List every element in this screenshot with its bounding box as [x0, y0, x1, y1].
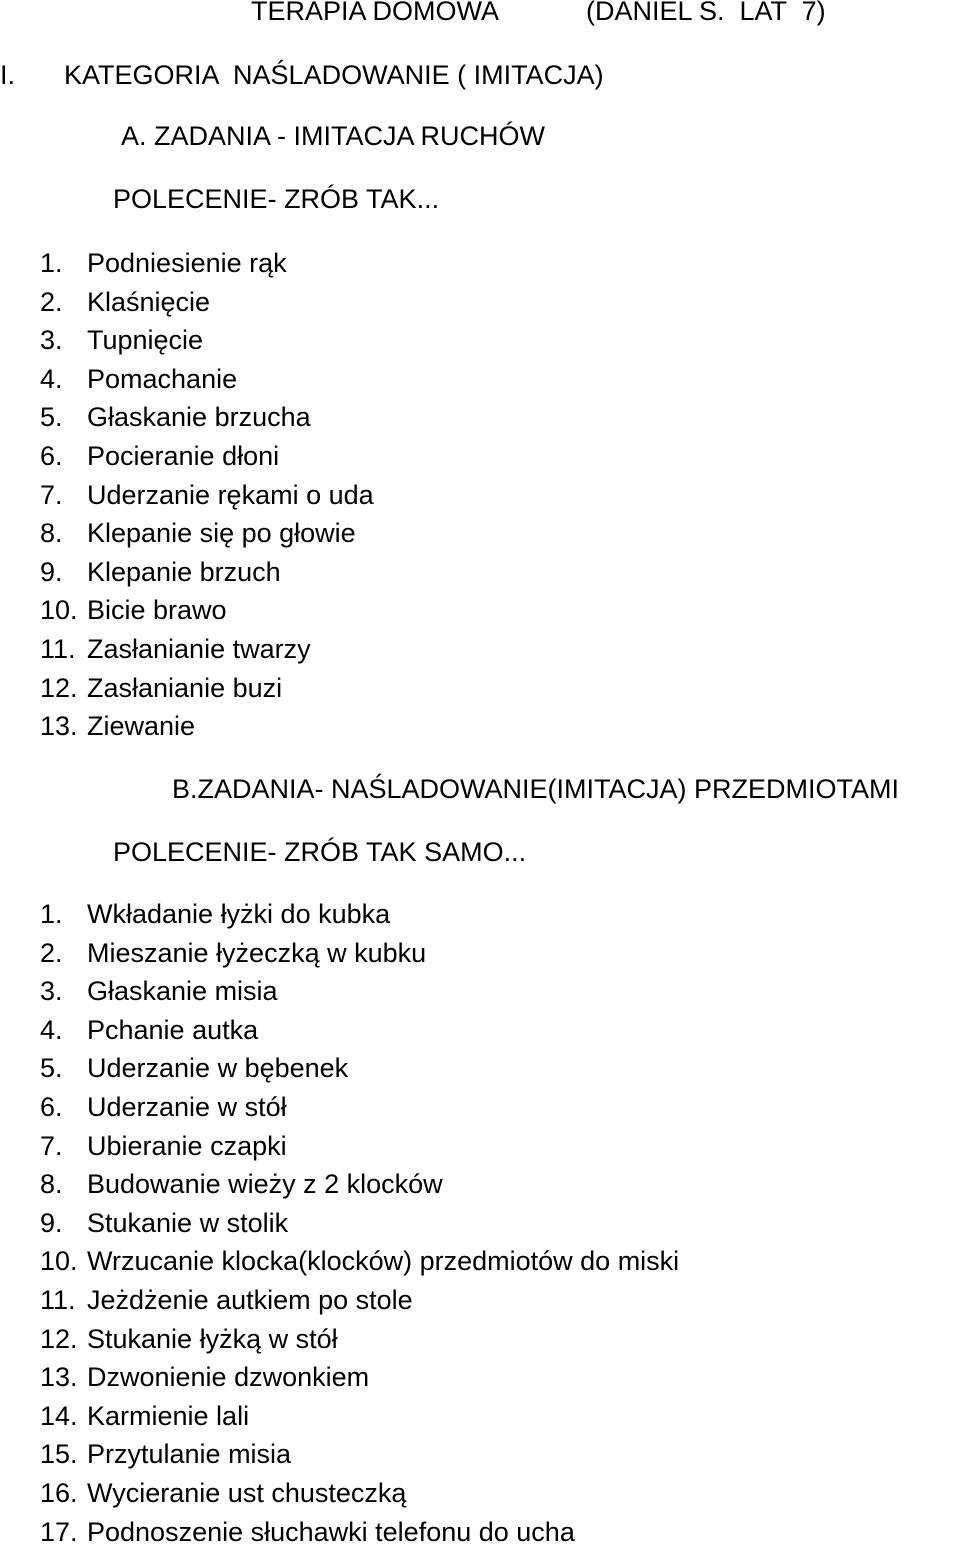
list-item-number: 15.: [40, 1439, 78, 1470]
list-item-number: 5.: [40, 1053, 63, 1084]
list-item-text: Uderzanie w stół: [87, 1091, 287, 1122]
list-item-number: 2.: [40, 937, 63, 968]
list-item-text: Budowanie wieży z 2 klocków: [87, 1169, 443, 1200]
list-item-text: Ziewanie: [87, 711, 196, 742]
list-item-number: 9.: [40, 556, 63, 587]
list-item-text: Bicie brawo: [87, 595, 227, 626]
list-item-text: Tupnięcie: [87, 325, 204, 356]
list-item-text: Dzwonienie dzwonkiem: [87, 1362, 370, 1393]
list-item-text: Stukanie w stolik: [87, 1207, 289, 1238]
list-item-text: Wycieranie ust chusteczką: [87, 1477, 407, 1508]
list-item-text: Uderzanie rękami o uda: [87, 479, 374, 510]
list-item-text: Pocieranie dłoni: [87, 440, 280, 471]
list-item-number: 4.: [40, 1014, 63, 1045]
section-b-instruction: POLECENIE- ZRÓB TAK SAMO...: [113, 837, 527, 867]
list-item-text: Podniesienie rąk: [87, 248, 287, 278]
list-item-text: Jeżdżenie autkiem po stole: [87, 1284, 413, 1315]
section-b-heading: B.ZADANIA- NAŚLADOWANIE(IMITACJA) PRZEDMIOTAMI: [172, 774, 900, 804]
list-item-text: Klaśnięcie: [87, 286, 211, 317]
list-item-text: Wrzucanie klocka(klocków) przedmiotów do miski: [87, 1246, 680, 1277]
list-item-text: Klepanie się po głowie: [87, 518, 356, 549]
category-title: KATEGORIA NAŚLADOWANIE ( IMITACJA): [64, 60, 604, 90]
list-item-number: 12.: [40, 672, 78, 703]
list-item-text: Pomachanie: [87, 363, 238, 394]
section-a-heading: A. ZADANIA - IMITACJA RUCHÓW: [121, 121, 546, 151]
list-item-number: 11.: [40, 633, 76, 664]
category-number: I.: [0, 60, 16, 90]
list-item-number: 16.: [40, 1477, 78, 1508]
list-item-number: 8.: [40, 518, 63, 549]
list-item-text: Mieszanie łyżeczką w kubku: [87, 937, 427, 968]
list-item-text: Zasłanianie buzi: [87, 672, 283, 703]
list-item-number: 10.: [40, 1246, 78, 1277]
list-item-number: 5.: [40, 402, 63, 433]
list-item-text: Stukanie łyżką w stół: [87, 1323, 338, 1354]
list-item-number: 7.: [40, 1130, 63, 1161]
list-item-text: Głaskanie misia: [87, 976, 278, 1007]
list-item-number: 3.: [40, 325, 63, 356]
list-item-number: 2.: [40, 286, 63, 317]
list-item-number: 14.: [40, 1400, 78, 1431]
list-item-number: 6.: [40, 1091, 63, 1122]
list-item-number: 10.: [40, 595, 78, 626]
list-item-text: Wkładanie łyżki do kubka: [87, 899, 391, 929]
list-item-text: Ubieranie czapki: [87, 1130, 287, 1161]
list-item-number: 17.: [40, 1516, 78, 1547]
document-title: TERAPIA DOMOWA: [251, 0, 500, 26]
list-item-number: 6.: [40, 440, 63, 471]
list-item-number: 4.: [40, 363, 63, 394]
list-item-text: Głaskanie brzucha: [87, 402, 311, 433]
list-item-number: 1.: [40, 248, 63, 278]
list-item-number: 8.: [40, 1169, 63, 1200]
list-item-number: 1.: [40, 899, 63, 929]
list-item-text: Klepanie brzuch: [87, 556, 281, 587]
list-item-text: Podnoszenie słuchawki telefonu do ucha: [87, 1516, 575, 1547]
list-item-text: Przytulanie misia: [87, 1439, 292, 1470]
list-item-number: 7.: [40, 479, 63, 510]
section-a-instruction: POLECENIE- ZRÓB TAK...: [113, 184, 440, 214]
list-item-text: Pchanie autka: [87, 1014, 259, 1045]
list-item-text: Uderzanie w bębenek: [87, 1053, 349, 1084]
list-item-number: 13.: [40, 1362, 78, 1393]
list-item-number: 9.: [40, 1207, 63, 1238]
list-item-text: Karmienie lali: [87, 1400, 250, 1431]
list-item-number: 11.: [40, 1284, 76, 1315]
list-item-number: 13.: [40, 711, 78, 742]
list-item-text: Zasłanianie twarzy: [87, 633, 311, 664]
list-item-number: 3.: [40, 976, 63, 1007]
document-subtitle: (DANIEL S. LAT 7): [586, 0, 826, 26]
list-item-number: 12.: [40, 1323, 78, 1354]
